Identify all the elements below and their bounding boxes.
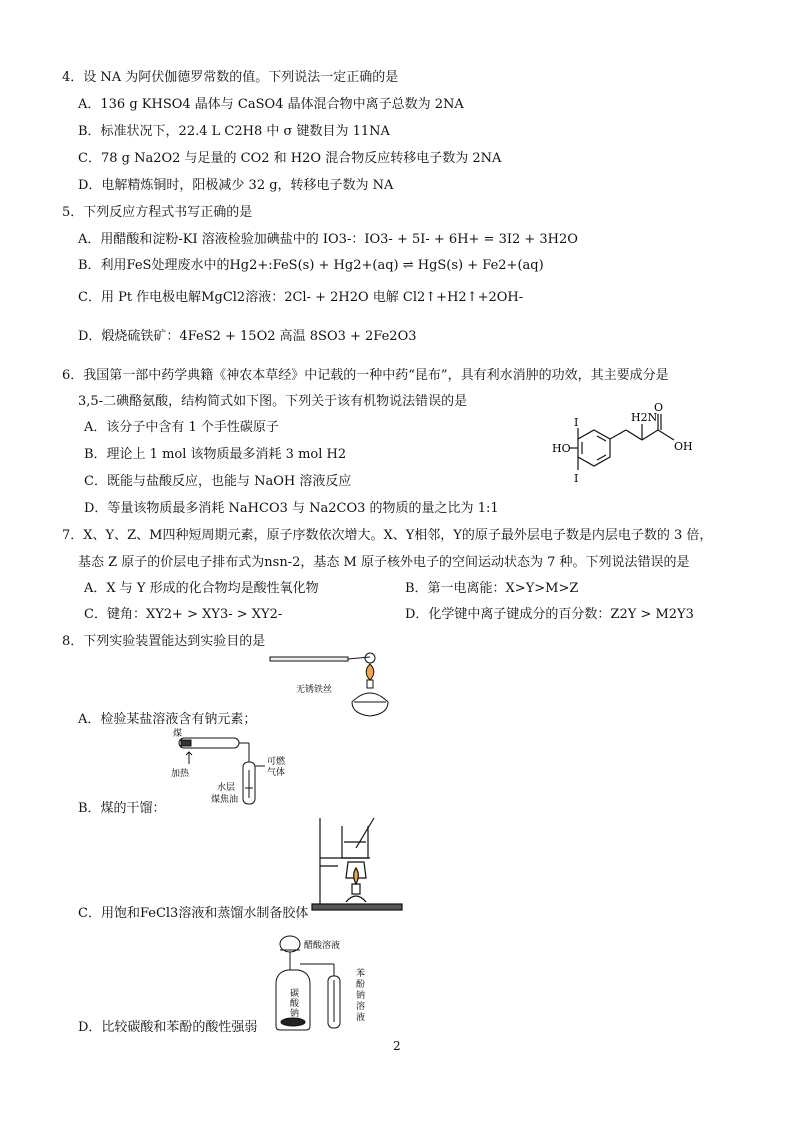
q8-stem: 8．下列实验装置能达到实验目的是	[62, 634, 266, 649]
q8-option-a: A．检验某盐溶液含有钠元素；	[78, 712, 257, 727]
carbonyl-o-label: O	[654, 401, 664, 414]
sodium-phenolate-label-5: 液	[356, 1013, 366, 1023]
heating-label: 加热	[171, 769, 190, 779]
q5-option-a: A．用醋酸和淀粉-KI 溶液检验加碘盐中的 IO3-：IO3- + 5I- + 6H+ = 3I2 + 3H2O	[78, 232, 578, 247]
sodium-carbonate-label-3: 钠	[290, 1009, 300, 1019]
q7-stem-line1: 7．X、Y、Z、M四种短周期元素，原子序数依次增大。X、Y相邻，Y的原子最外层电子数是内层电子数的 3 倍，	[62, 528, 713, 543]
amino-label: H2N	[631, 411, 658, 424]
coal-label: 煤	[173, 729, 183, 739]
page-number: 2	[393, 1039, 401, 1053]
coal-tar-label: 煤焦油	[211, 795, 239, 805]
acid-strength-apparatus	[262, 926, 392, 1036]
sodium-carbonate-label-1: 碳	[290, 989, 300, 999]
q8-option-c: C．用饱和FeCl3溶液和蒸馏水制备胶体	[78, 906, 309, 921]
q6-option-c: C．既能与盐酸反应，也能与 NaOH 溶液反应	[84, 474, 352, 489]
q7-stem-line2: 基态 Z 原子的价层电子排布式为nsn-2，基态 M 原子核外电子的空间运动状态为 7 种。下列说法错误的是	[78, 555, 690, 570]
q8-option-b: B．煤的干馏：	[78, 801, 166, 816]
q6-stem-line1: 6．我国第一部中药学典籍《神农本草经》中记载的一种中药“昆布”，具有利水消肿的功效，其主要成分是	[62, 368, 669, 383]
flammable-gas-label-2: 气体	[267, 768, 286, 778]
hydroxyl-label: HO	[552, 442, 571, 455]
q4-option-b: B．标准状况下，22.4 L C2H8 中 σ 键数目为 11NA	[78, 124, 390, 139]
iron-wire-label: 无锈铁丝	[296, 685, 333, 695]
q6-option-a: A．该分子中含有 1 个手性碳原子	[84, 420, 279, 435]
q7-option-a: A．X 与 Y 形成的化合物均是酸性氧化物	[84, 581, 319, 596]
flammable-gas-label-1: 可燃	[267, 757, 286, 767]
q7-option-c: C．键角：XY2+ > XY3- > XY2-	[84, 607, 283, 622]
q5-option-c: C．用 Pt 作电极电解MgCl2溶液：2Cl- + 2H2O 电解 Cl2↑+H2↑+2OH-	[78, 290, 524, 305]
q5-stem: 5．下列反应方程式书写正确的是	[62, 205, 253, 220]
sodium-carbonate-label-2: 酸	[290, 999, 300, 1009]
coal-distillation-apparatus	[165, 728, 295, 810]
flame-test-apparatus	[266, 650, 396, 722]
q4-option-c: C．78 g Na2O2 与足量的 CO2 和 H2O 混合物反应转移电子数为 2NA	[78, 151, 502, 166]
q6-option-d: D．等量该物质最多消耗 NaHCO3 与 Na2CO3 的物质的量之比为 1:1	[84, 501, 499, 516]
q6-option-b: B．理论上 1 mol 该物质最多消耗 3 mol H2	[84, 447, 347, 462]
q4-stem: 4．设 NA 为阿伏伽德罗常数的值。下列说法一定正确的是	[62, 70, 399, 85]
q8-option-d: D．比较碳酸和苯酚的酸性强弱	[78, 1020, 258, 1035]
q5-option-d: D．煅烧硫铁矿：4FeS2 + 15O2 高温 8SO3 + 2Fe2O3	[78, 329, 417, 344]
sodium-phenolate-label-1: 苯	[356, 969, 366, 979]
q4-option-a: A．136 g KHSO4 晶体与 CaSO4 晶体混合物中离子总数为 2NA	[78, 97, 464, 112]
diiodotyrosine-structure	[548, 400, 728, 500]
q7-option-b: B．第一电离能：X>Y>M>Z	[405, 581, 579, 596]
sodium-phenolate-label-2: 酚	[356, 980, 366, 990]
q7-option-d: D．化学键中离子键成分的百分数：Z2Y > M2Y3	[405, 607, 694, 622]
q4-option-d: D．电解精炼铜时，阳极减少 32 g，转移电子数为 NA	[78, 178, 394, 193]
colloid-preparation-apparatus	[308, 814, 408, 914]
sodium-phenolate-label-3: 钠	[356, 991, 366, 1001]
q5-option-b: B．利用FeS处理废水中的Hg2+:FeS(s) + Hg2+(aq) ⇌ HgS(s) + Fe2+(aq)	[78, 258, 544, 273]
sodium-phenolate-label-4: 溶	[356, 1002, 366, 1012]
carboxyl-oh-label: OH	[674, 440, 693, 453]
q6-stem-line2: 3,5-二碘酪氨酸，结构简式如下图。下列关于该有机物说法错误的是	[78, 394, 468, 409]
iodine-bottom-label: I	[574, 472, 579, 485]
iodine-top-label: I	[574, 416, 579, 429]
water-layer-label: 水层	[217, 783, 236, 793]
acetic-acid-label: 醋酸溶液	[304, 941, 341, 951]
